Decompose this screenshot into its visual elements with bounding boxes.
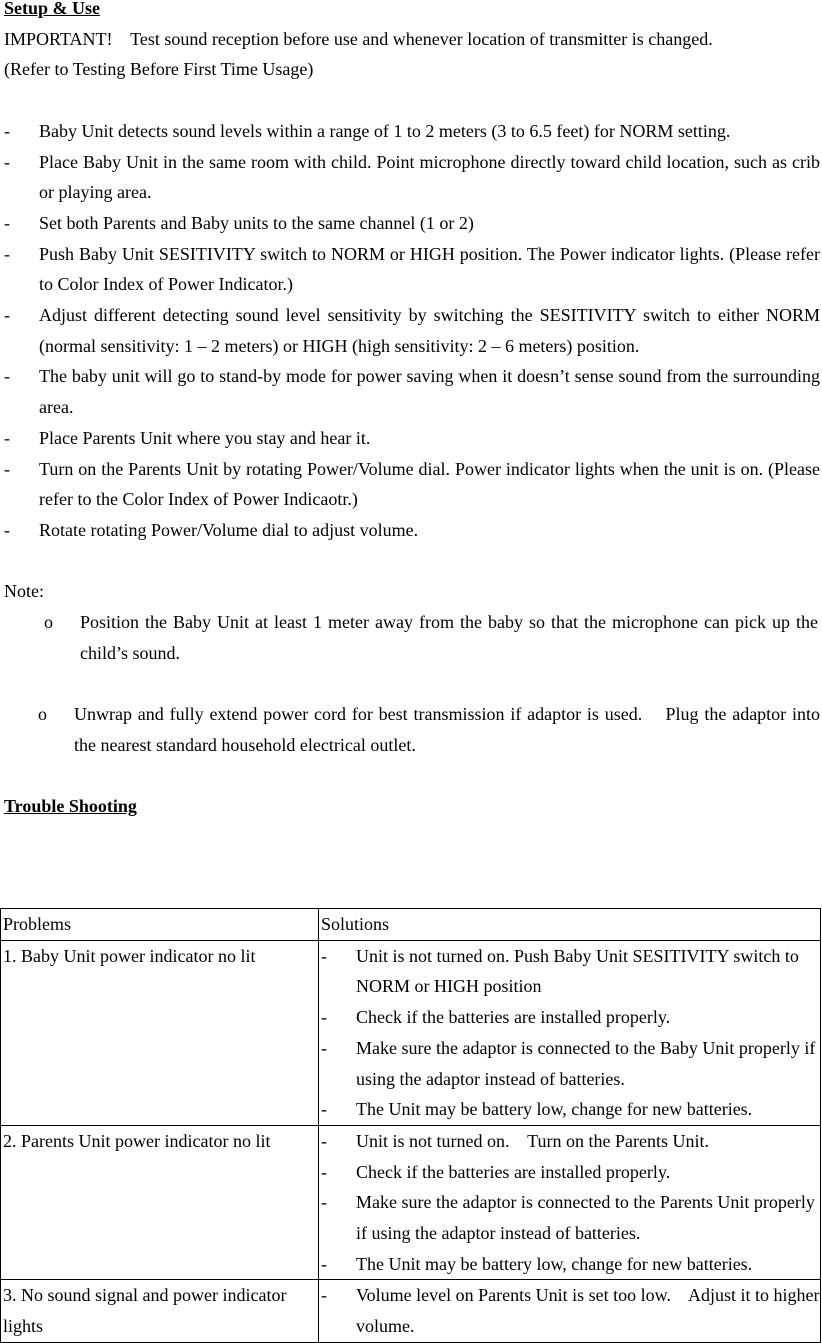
trouble-heading: Trouble Shooting — [4, 796, 137, 817]
important-line: IMPORTANT! Test sound reception before use and whenever location of transmitter is changed. — [4, 28, 713, 49]
setup-heading: Setup & Use — [4, 0, 101, 18]
setup-bullet: - Adjust different detecting sound level sensitivity by switching the SESITIVITY switch to either NORM (normal sensitivity: 1 – 2 meters) or HIGH (high sensitivity: 2 – 6 meters) position. — [4, 305, 820, 356]
solution-cell — [319, 1280, 821, 1342]
setup-bullet: - Baby Unit detects sound levels within a range of 1 to 2 meters (3 to 6.5 feet) for NORM setting. — [4, 120, 731, 141]
header-problems: Problems — [1, 909, 319, 941]
setup-bullet: - Set both Parents and Baby units to the same channel (1 or 2) — [4, 212, 474, 233]
table-row — [1, 1280, 821, 1342]
setup-bullet: - Place Baby Unit in the same room with child. Point microphone directly toward child location, such as crib or playing area. — [4, 151, 820, 203]
setup-bullet: - Rotate rotating Power/Volume dial to adjust volume. — [4, 519, 419, 540]
setup-bullet: - The baby unit will go to stand-by mode for power saving when it doesn’t sense sound from the surrounding area. — [4, 366, 820, 418]
solution-item: - Unit is not turned on. Turn on the Parents Unit. — [321, 1130, 710, 1151]
problem-cell: 1. Baby Unit power indicator no lit — [1, 940, 319, 1125]
solution-cell — [319, 1125, 821, 1280]
solution-cell — [319, 940, 821, 1125]
solution-item: - The Unit may be battery low, change for new batteries. — [321, 1099, 753, 1120]
setup-bullet: - Turn on the Parents Unit by rotating Power/Volume dial. Power indicator lights when the unit is on. (Please refer to the Color Index of Power Indicaotr.) — [4, 458, 820, 510]
solution-item: - The Unit may be battery low, change for new batteries. — [321, 1253, 753, 1274]
note-label: Note: — [4, 581, 44, 602]
refer-line: (Refer to Testing Before First Time Usage) — [4, 59, 314, 80]
solution-item: - Make sure the adaptor is connected to the Parents Unit properly if using the adaptor instead of batteries. — [321, 1192, 815, 1244]
header-solutions: Solutions — [319, 909, 821, 941]
table-row — [1, 940, 821, 1125]
solution-item: - Make sure the adaptor is connected to the Baby Unit properly if using the adaptor instead of batteries. — [321, 1037, 816, 1089]
solution-item: - Check if the batteries are installed properly. — [321, 1161, 671, 1182]
note-item: o Unwrap and fully extend power cord for best transmission if adaptor is used. Plug the adaptor into the nearest standard household electrical outlet. — [38, 704, 820, 755]
setup-bullet: - Place Parents Unit where you stay and hear it. — [4, 427, 371, 448]
setup-bullet-list — [4, 116, 820, 546]
note-list — [4, 607, 820, 761]
table-header-row — [1, 909, 821, 941]
trouble-table — [0, 908, 821, 1343]
setup-bullet: - Push Baby Unit SESITIVITY switch to NORM or HIGH position. The Power indicator lights. (Please refer to Color Index of Power Indicator.) — [4, 243, 820, 295]
problem-cell: 2. Parents Unit power indicator no lit — [1, 1125, 319, 1280]
table-row — [1, 1125, 821, 1280]
solution-item: - Check if the batteries are installed properly. — [321, 1007, 671, 1028]
document-page — [4, 0, 820, 822]
problem-cell: 3. No sound signal and power indicator lights — [1, 1280, 319, 1342]
note-item: o Position the Baby Unit at least 1 meter away from the baby so that the microphone can pick up the child’s sound. — [44, 612, 818, 663]
solution-item: - Unit is not turned on. Push Baby Unit SESITIVITY switch to NORM or HIGH position — [321, 945, 799, 997]
solution-item: - Volume level on Parents Unit is set too low. Adjust it to higher volume. — [321, 1285, 820, 1337]
